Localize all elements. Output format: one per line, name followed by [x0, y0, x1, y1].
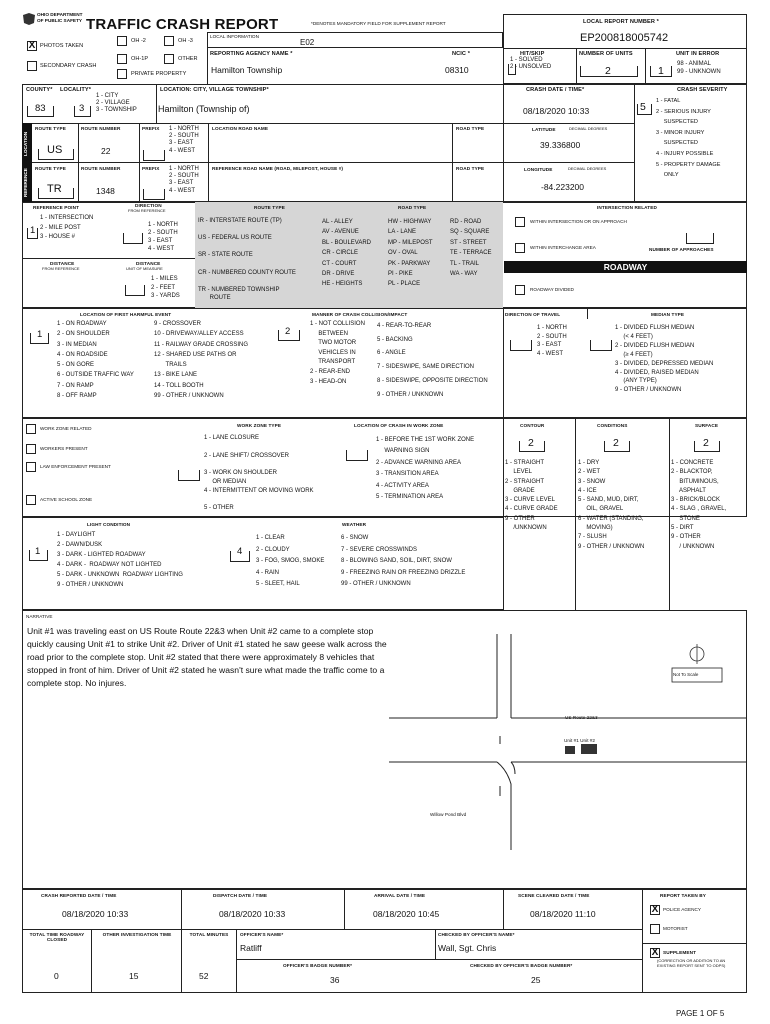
badge-label: OFFICER'S BADGE NUMBER*: [283, 963, 353, 968]
oh3-checkbox[interactable]: [164, 36, 174, 46]
school-zone-label: ACTIVE SCHOOL ZONE: [40, 497, 93, 502]
route-number-label: ROUTE NUMBER: [81, 126, 121, 131]
police-agency-label: POLICE AGENCY: [663, 907, 702, 912]
direction-options: 1 - NORTH 2 - SOUTH 3 - EAST 4 - WEST: [148, 222, 178, 252]
total-time-label: TOTAL TIME ROADWAY CLOSED: [29, 932, 85, 943]
local-info-value[interactable]: E02: [300, 38, 315, 47]
median-label: MEDIAN TYPE: [651, 312, 685, 317]
loc-route-number-value[interactable]: 22: [101, 146, 111, 156]
agency-logo-text: OHIO DEPARTMENT OF PUBLIC SAFETY: [37, 12, 83, 23]
longitude-label: LONGITUDE: [524, 167, 553, 172]
crash-diagram: [389, 610, 747, 889]
cleared-value[interactable]: 08/18/2020 11:10: [530, 909, 596, 919]
direction-from-label: FROM REFERENCE: [128, 208, 166, 213]
supplement-note: (CORRECTION OR ADDITION TO AN EXISTING REPORT SENT TO ODPS): [657, 958, 726, 968]
crash-date-label: CRASH DATE / TIME*: [526, 87, 585, 93]
longitude-value[interactable]: -84.223200: [541, 182, 585, 192]
light-label: LIGHT CONDITION: [87, 522, 131, 527]
officer-name-label: OFFICER'S NAME*: [240, 932, 284, 937]
median-field[interactable]: [590, 340, 612, 351]
workers-present-label: WORKERS PRESENT: [40, 446, 88, 451]
first-harmful-col2: 9 - CROSSOVER 10 - DRIVEWAY/ALLEY ACCESS 11 - RAILWAY GRADE CROSSING 12 - SHARED USE PATHS OR TRAILS 13 - BIKE LANE 14 - TOLL BOOTH 99 - OTHER / UNKNOWN: [154, 321, 249, 400]
location-label: LOCATION: CITY, VILLAGE TOWNSHIP*: [160, 87, 269, 93]
route-type-list: IR - INTERSTATE ROUTE (TP) US - FEDERAL US ROUTE SR - STATE ROUTE CR - NUMBERED COUNTY ROUTE TR - NUMBERED TOWNSHIP ROUTE: [198, 218, 296, 302]
first-harmful-label: LOCATION OF FIRST HARMFUL EVENT: [80, 312, 172, 317]
contour-value: 2: [528, 437, 534, 449]
light-value: 1: [35, 546, 41, 557]
weather-col1: 1 - CLEAR 2 - CLOUDY 3 - FOG, SMOG, SMOKE 4 - RAIN 5 - SLEET, HAIL: [256, 535, 325, 587]
total-min-label: TOTAL MINUTES: [189, 932, 229, 937]
supplement-checkbox[interactable]: X: [651, 947, 659, 958]
reported-value[interactable]: 08/18/2020 10:33: [62, 909, 129, 919]
arrival-label: ARRIVAL DATE / TIME: [374, 893, 426, 898]
page-title: TRAFFIC CRASH REPORT: [86, 16, 279, 33]
workzone-type-label: WORK ZONE TYPE: [237, 423, 282, 428]
report-taken-label: REPORT TAKEN BY: [660, 893, 706, 898]
surface-label: SURFACE: [695, 423, 719, 428]
reported-label: CRASH REPORTED DATE / TIME: [41, 893, 117, 898]
direction-travel-field[interactable]: [510, 340, 532, 351]
locality-value: 3: [79, 103, 85, 114]
direction-travel-label: DIRECTION OF TRAVEL: [505, 312, 561, 317]
police-agency-checkbox[interactable]: X: [651, 904, 659, 915]
loc-road-type-label: ROAD TYPE: [456, 126, 485, 131]
ohio-seal-icon: [22, 12, 36, 26]
workzone-location-field[interactable]: [346, 450, 368, 461]
ref-route-number-label: ROUTE NUMBER: [81, 166, 121, 171]
ref-point-options: 1 - INTERSECTION 2 - MILE POST 3 - HOUSE #: [40, 215, 94, 240]
officer-name-value[interactable]: Ratliff: [240, 943, 262, 953]
hitskip-options: 1 - SOLVED 2 - UNSOLVED: [510, 57, 552, 70]
other-inv-label: OTHER INVESTIGATION TIME: [102, 932, 172, 937]
severity-value: 5: [640, 101, 646, 113]
motorist-checkbox[interactable]: [650, 924, 660, 934]
oh2-checkbox[interactable]: [117, 36, 127, 46]
diagram-road2-label: Willow Pond Blvd: [430, 812, 467, 817]
lat-decimal-label: DECIMAL DEGREES: [569, 126, 608, 131]
law-present-label: LAW ENFORCEMENT PRESENT: [40, 464, 111, 469]
not-to-scale-label: Not To Scale: [673, 672, 699, 677]
workzone-type-field[interactable]: [178, 470, 200, 481]
diagram-road1-label: US Route 22&3: [565, 715, 598, 720]
ref-point-value: 1: [30, 225, 36, 236]
loc-prefix-options: 1 - NORTH 2 - SOUTH 3 - EAST 4 - WEST: [169, 126, 199, 154]
side-location-text: LOCATION: [23, 131, 28, 156]
law-present-checkbox[interactable]: [26, 462, 36, 472]
route-type-title: ROUTE TYPE: [254, 205, 285, 210]
loc-prefix-field[interactable]: [143, 150, 165, 161]
ref-route-number-value[interactable]: 1348: [96, 186, 115, 196]
checked-badge-label: CHECKED BY OFFICER'S BADGE NUMBER*: [470, 963, 573, 968]
conditions-value: 2: [613, 437, 619, 449]
workzone-location-label: LOCATION OF CRASH IN WORK ZONE: [354, 423, 444, 428]
prefix-label: PREFIX: [142, 126, 160, 131]
distance-unit-label: DISTANCE: [136, 261, 161, 266]
ncic-label: NCIC *: [452, 51, 471, 57]
workers-present-checkbox[interactable]: [26, 444, 36, 454]
direction-label: DIRECTION: [135, 203, 162, 208]
conditions-options: 1 - DRY 2 - WET 3 - SNOW 4 - ICE 5 - SAND, MUD, DIRT, OIL, GRAVEL 6 - WATER (STANDING, MOVING) 7 - SLUSH 9 - OTHER / UNKNOWN: [578, 460, 645, 550]
local-report-value[interactable]: EP200818005742: [580, 32, 669, 44]
severity-options: 1 - FATAL 2 - SERIOUS INJURY SUSPECTED 3 - MINOR INJURY SUSPECTED 4 - INJURY POSSIBLE 5 - PROPERTY DAMAGE ONLY: [656, 98, 721, 179]
road-type-col1: AL - ALLEY AV - AVENUE BL - BOULEVARD CR - CIRCLE CT - COURT DR - DRIVE HE - HEIGHTS: [322, 219, 372, 288]
workzone-location-options: 1 - BEFORE THE 1ST WORK ZONE WARNING SIGN 2 - ADVANCE WARNING AREA 3 - TRANSITION AREA 4 - ACTIVITY AREA 5 - TERMINATION AREA: [376, 437, 475, 501]
manner-label: MANNER OF CRASH COLLISION/IMPACT: [312, 312, 408, 317]
roadway-divided-label: ROADWAY DIVIDED: [530, 287, 574, 292]
oh1p-checkbox[interactable]: [117, 54, 127, 64]
within-intersection-checkbox[interactable]: [515, 217, 525, 227]
first-harmful-value: 1: [37, 329, 43, 340]
reporting-agency-value[interactable]: Hamilton Township: [211, 65, 283, 75]
dispatch-value[interactable]: 08/18/2020 10:33: [219, 909, 286, 919]
ncic-value[interactable]: 08310: [445, 65, 469, 75]
latitude-label: LATITUDE: [532, 127, 556, 132]
locality-label: LOCALITY*: [60, 87, 92, 93]
road-type-col3: RD - ROAD SQ - SQUARE ST - STREET TE - TERRACE TL - TRAIL WA - WAY: [450, 219, 492, 278]
oh1p-label: OH-1P: [131, 56, 149, 62]
ref-road-type-label: ROAD TYPE: [456, 166, 485, 171]
motorist-label: MOTORIST: [663, 926, 688, 931]
local-report-label: LOCAL REPORT NUMBER *: [583, 19, 659, 25]
ref-prefix-options: 1 - NORTH 2 - SOUTH 3 - EAST 4 - WEST: [169, 166, 199, 194]
weather-value: 4: [237, 546, 243, 557]
diagram-units-label: Unit #1 Unit #2: [564, 738, 596, 743]
direction-field[interactable]: [123, 233, 143, 244]
contour-options: 1 - STRAIGHT LEVEL 2 - STRAIGHT GRADE 3 - CURVE LEVEL 4 - CURVE GRADE 9 - OTHER /UNKNOWN: [505, 460, 558, 532]
weather-label: WEATHER: [342, 522, 367, 527]
route-type-label: ROUTE TYPE: [35, 126, 66, 131]
distance-from-label: FROM REFERENCE: [42, 266, 80, 271]
surface-options: 1 - CONCRETE 2 - BLACKTOP, BITUMINOUS, ASPHALT 3 - BRICK/BLOCK 4 - SLAG , GRAVEL, STONE 5 - DIRT 9 - OTHER / UNKNOWN: [671, 460, 727, 550]
total-min-value[interactable]: 52: [199, 971, 209, 981]
ref-road-name-label: REFERENCE ROAD NAME (ROAD, MILEPOST, HOUSE #): [212, 166, 344, 171]
local-info-label: LOCAL INFORMATION: [210, 34, 259, 39]
ref-route-type-label: ROUTE TYPE: [35, 166, 66, 171]
weather-col2: 6 - SNOW 7 - SEVERE CROSSWINDS 8 - BLOWING SAND, SOIL, DIRT, SNOW 9 - FREEZING RAIN OR FREEZING DRIZZLE 99 - OTHER / UNKNOWN: [341, 535, 466, 587]
oh3-label: OH -3: [178, 38, 193, 44]
latitude-value[interactable]: 39.336800: [540, 140, 581, 150]
county-value: 83: [35, 103, 46, 114]
severity-label: CRASH SEVERITY: [677, 87, 728, 93]
checked-badge-value[interactable]: 25: [531, 975, 541, 985]
ref-prefix-label: PREFIX: [142, 166, 160, 171]
contour-label: CONTOUR: [520, 423, 545, 428]
roadway-header: ROADWAY: [504, 261, 747, 273]
other-inv-value[interactable]: 15: [129, 971, 139, 981]
road-type-title: ROAD TYPE: [398, 205, 427, 210]
workzone-type-options: 1 - LANE CLOSURE 2 - LANE SHIFT/ CROSSOVER 3 - WORK ON SHOULDER OR MEDIAN 4 - INTERMITTENT OR MOVING WORK 5 - OTHER: [204, 435, 314, 512]
hitskip-field[interactable]: [508, 64, 516, 75]
manner-col1: 1 - NOT COLLISION BETWEEN TWO MOTOR VEHICLES IN TRANSPORT 2 - REAR-END 3 - HEAD-ON: [310, 321, 365, 385]
first-harmful-col1: 1 - ON ROADWAY 2 - ON SHOULDER 3 - IN MEDIAN 4 - ON ROADSIDE 5 - ON GORE 6 - OUTSIDE TRAFFIC WAY 7 - ON RAMP 8 - OFF RAMP: [57, 321, 134, 400]
location-value[interactable]: Hamilton (Township of): [158, 104, 250, 114]
ref-prefix-field[interactable]: [143, 189, 165, 200]
badge-value[interactable]: 36: [330, 975, 340, 985]
unit-options: 1 - MILES 2 - FEET 3 - YARDS: [151, 276, 180, 299]
workzone-related-label: WORK ZONE RELATED: [40, 426, 92, 431]
direction-travel-options: 1 - NORTH 2 - SOUTH 3 - EAST 4 - WEST: [537, 325, 567, 358]
unit-error-options: 98 - ANIMAL 99 - UNKNOWN: [677, 61, 721, 75]
reporting-agency-label: REPORTING AGENCY NAME *: [210, 51, 293, 57]
road-type-col2: HW - HIGHWAY LA - LANE MP - MILEPOST OV - OVAL PK - PARKWAY PI - PIKE PL - PLACE: [388, 219, 433, 288]
median-options: 1 - DIVIDED FLUSH MEDIAN (< 4 FEET) 2 - DIVIDED FLUSH MEDIAN (≥ 4 FEET) 3 - DIVIDED, DEPRESSED MEDIAN 4 - DIVIDED, RAISED MEDIAN (ANY TYPE) 9 - OTHER / UNKNOWN: [615, 325, 714, 394]
loc-road-name-label: LOCATION ROAD NAME: [212, 126, 269, 131]
total-time-value[interactable]: 0: [54, 971, 59, 981]
mandatory-note: *DENOTES MANDATORY FIELD FOR SUPPLEMENT REPORT: [311, 21, 446, 26]
private-property-label: PRIVATE PROPERTY: [131, 71, 187, 77]
photos-taken-checkbox[interactable]: X: [28, 40, 36, 51]
arrival-value[interactable]: 08/18/2020 10:45: [373, 909, 440, 919]
conditions-label: CONDITIONS: [597, 423, 628, 428]
manner-col2: 4 - REAR-TO-REAR 5 - BACKING 6 - ANGLE 7 - SIDESWIPE, SAME DIRECTION 8 - SIDESWIPE, OPPOSITE DIRECTION 9 - OTHER / UNKNOWN: [377, 323, 488, 398]
oh2-label: OH -2: [131, 38, 146, 44]
narrative-label: NARRATIVE: [26, 614, 53, 619]
unit-field[interactable]: [125, 285, 145, 296]
side-reference-text: REFERENCE: [23, 168, 28, 197]
supplement-label: SUPPLEMENT: [663, 950, 697, 955]
ref-route-type-value: TR: [47, 183, 62, 195]
school-zone-checkbox[interactable]: [26, 495, 36, 505]
workzone-related-checkbox[interactable]: [26, 424, 36, 434]
distance-label: DISTANCE: [50, 261, 75, 266]
roadway-divided-checkbox[interactable]: [515, 285, 525, 295]
locality-options: 1 - CITY 2 - VILLAGE 3 - TOWNSHIP: [96, 93, 137, 114]
light-options: 1 - DAYLIGHT 2 - DAWN/DUSK 3 - DARK - LIGHTED ROADWAY 4 - DARK - ROADWAY NOT LIGHTED 5 - DARK - UNKNOWN ROADWAY LIGHTING 9 - OTHER / UNKNOWN: [57, 532, 183, 588]
other-checkbox[interactable]: [164, 54, 174, 64]
cleared-label: SCENE CLEARED DATE / TIME: [518, 893, 590, 898]
checked-by-label: CHECKED BY OFFICER'S NAME*: [438, 932, 515, 937]
within-intersection-label: WITHIN INTERSECTION OR ON APPROACH: [530, 219, 627, 224]
crash-date-value[interactable]: 08/18/2020 10:33: [523, 106, 590, 116]
narrative-text[interactable]: Unit #1 was traveling east on US Route Route 22&3 when Unit #2 came to a complete stop quickly causing Unit #1 to strike Unit #2. Driver of Unit #1 stated he saw geese walk across the road prior to the complete stop. Unit #2 stated that there were approximately 8 vehicles that stopped in front of him. Driver of Unit #2 stated he wasn't sure what made the traffic come to a complete stop. No injures.: [27, 626, 387, 689]
num-units-label: NUMBER OF UNITS: [579, 51, 633, 57]
private-property-checkbox[interactable]: [117, 69, 127, 79]
unit-error-value: 1: [658, 65, 664, 77]
intersection-related-label: INTERSECTION RELATED: [597, 205, 657, 210]
hitskip-label: HIT/SKIP: [520, 51, 545, 57]
ref-point-label: REFERENCE POINT: [33, 205, 80, 210]
secondary-crash-checkbox[interactable]: [27, 61, 37, 71]
county-label: COUNTY*: [26, 87, 53, 93]
photos-taken-label: PHOTOS TAKEN: [40, 43, 84, 49]
unit-error-label: UNIT IN ERROR: [676, 51, 720, 57]
num-approaches-field[interactable]: [686, 233, 714, 244]
loc-route-type-value: US: [47, 144, 63, 156]
dispatch-label: DISPATCH DATE / TIME: [213, 893, 268, 898]
page-number: PAGE 1 OF 5: [676, 1009, 725, 1018]
num-approaches-label: NUMBER OF APPROACHES: [649, 247, 714, 252]
surface-value: 2: [703, 437, 709, 449]
unit-measure-label: UNIT OF MEASURE: [126, 266, 163, 271]
within-interchange-checkbox[interactable]: [515, 243, 525, 253]
within-interchange-label: WITHIN INTERCHANGE AREA: [530, 245, 596, 250]
secondary-crash-label: SECONDARY CRASH: [40, 63, 97, 69]
other-label: OTHER: [178, 56, 198, 62]
lon-decimal-label: DECIMAL DEGREES: [568, 166, 607, 171]
num-units-value: 2: [605, 65, 611, 77]
manner-value: 2: [285, 326, 291, 337]
checked-by-value[interactable]: Wall, Sgt. Chris: [438, 943, 497, 953]
